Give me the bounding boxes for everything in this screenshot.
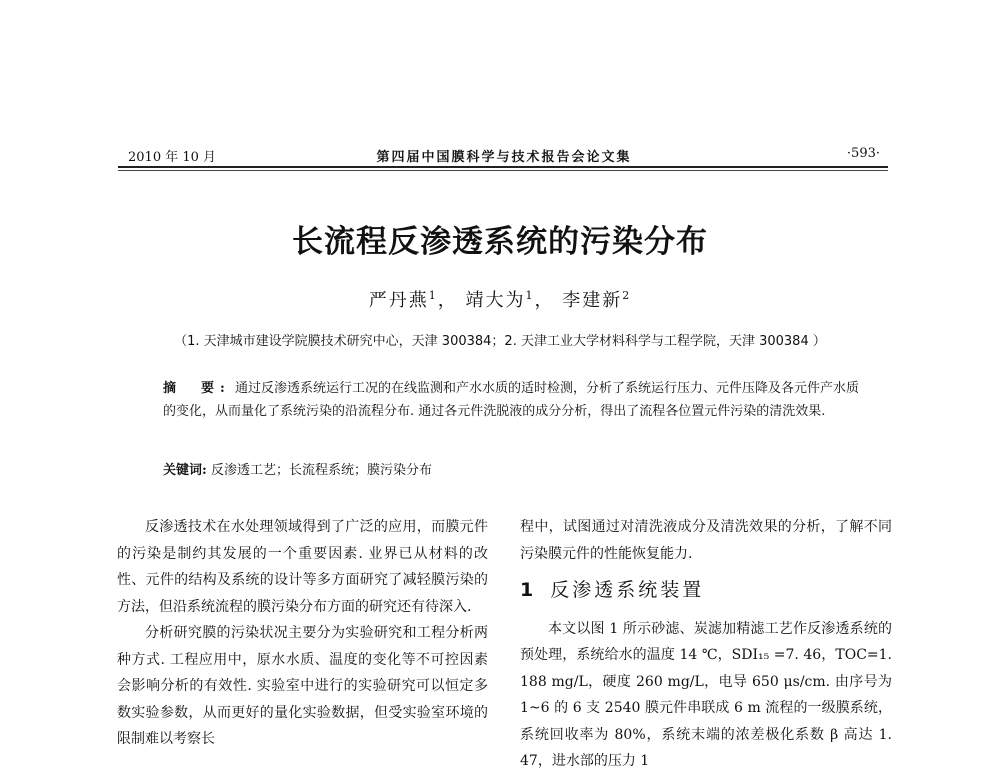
- body-column-right: [520, 514, 892, 775]
- keywords-label: 关键词:: [163, 463, 207, 478]
- author-name: 严丹燕: [368, 290, 429, 311]
- author-affiliation-mark: 2: [622, 289, 632, 302]
- issue-date: 2010 年 10 月: [128, 150, 217, 165]
- affiliations: （1. 天津城市建设学院膜技术研究中心，天津 300384；2. 天津工业大学材料科学与工程学院，天津 300384 ）: [174, 334, 826, 349]
- author-name: 李建新: [562, 290, 623, 311]
- body-paragraph: 反渗透技术在水处理领域得到了广泛的应用，而膜元件的污染是制约其发展的一个重要因素. 业界已从材料的改性、元件的结构及系统的设计等多方面研究了减轻膜污染的方法，但沿系统流程的膜污染分布方面的研究还有待深入.: [117, 519, 488, 615]
- section-heading: [520, 577, 892, 604]
- body-paragraph: 本文以图 1 所示砂滤、炭滤加精滤工艺作反渗透系统的预处理，系统给水的温度 14 ℃，SDI₁₅ =7. 46，TOC=1. 188 mg/L，硬度 260 mg/L，电导 650 μs/cm. 由序号为 1~6 的 6 支 2540 膜元件串联成 6 m 流程的一级膜系统，系统回收率为 80%，系统末端的浓差极化系数 β 高达 1. 47，进水部的压力 1: [520, 620, 892, 769]
- body-column-left: [117, 514, 488, 753]
- keywords-text: 反渗透工艺；长流程系统；膜污染分布: [210, 463, 432, 478]
- abstract-label: 摘 要:: [163, 381, 231, 396]
- author-affiliation-mark: 1: [428, 289, 438, 302]
- section-number: 1: [520, 579, 537, 601]
- page-number: ·593·: [846, 146, 880, 161]
- body-paragraph-continued: 程中，试图通过对清洗液成分及清洗效果的分析，了解不同污染膜元件的性能恢复能力.: [520, 519, 892, 562]
- running-head: [128, 146, 880, 166]
- author-name: 靖大为: [465, 290, 526, 311]
- proceedings-title: 第四届中国膜科学与技术报告会论文集: [376, 150, 632, 165]
- header-rule-thick: [118, 166, 888, 168]
- author-affiliation-mark: 1: [525, 289, 535, 302]
- section-title: 反渗透系统装置: [550, 579, 705, 601]
- body-paragraph: 分析研究膜的污染状况主要分为实验研究和工程分析两种方式. 工程应用中，原水水质、温度的变化等不可控因素会影响分析的有效性. 实验室中进行的实验研究可以恒定多数实验参数，从而更好的量化实验数据，但受实验室环境的限制难以考察长: [117, 625, 488, 747]
- author-list: 严丹燕$^1$， 靖大为$^1$， 李建新$^2$: [368, 289, 632, 311]
- header-rule-thin: [118, 170, 888, 171]
- abstract-text: 通过反渗透系统运行工况的在线监测和产水水质的适时检测，分析了系统运行压力、元件压降及各元件产水质的变化，从而量化了系统污染的沿流程分布. 通过各元件洗脱液的成分分析，得出了流程各位置元件污染的清洗效果.: [163, 381, 859, 419]
- abstract: [163, 377, 863, 423]
- keywords: [163, 459, 863, 482]
- paper-title: 长流程反渗透系统的污染分布: [292, 224, 708, 260]
